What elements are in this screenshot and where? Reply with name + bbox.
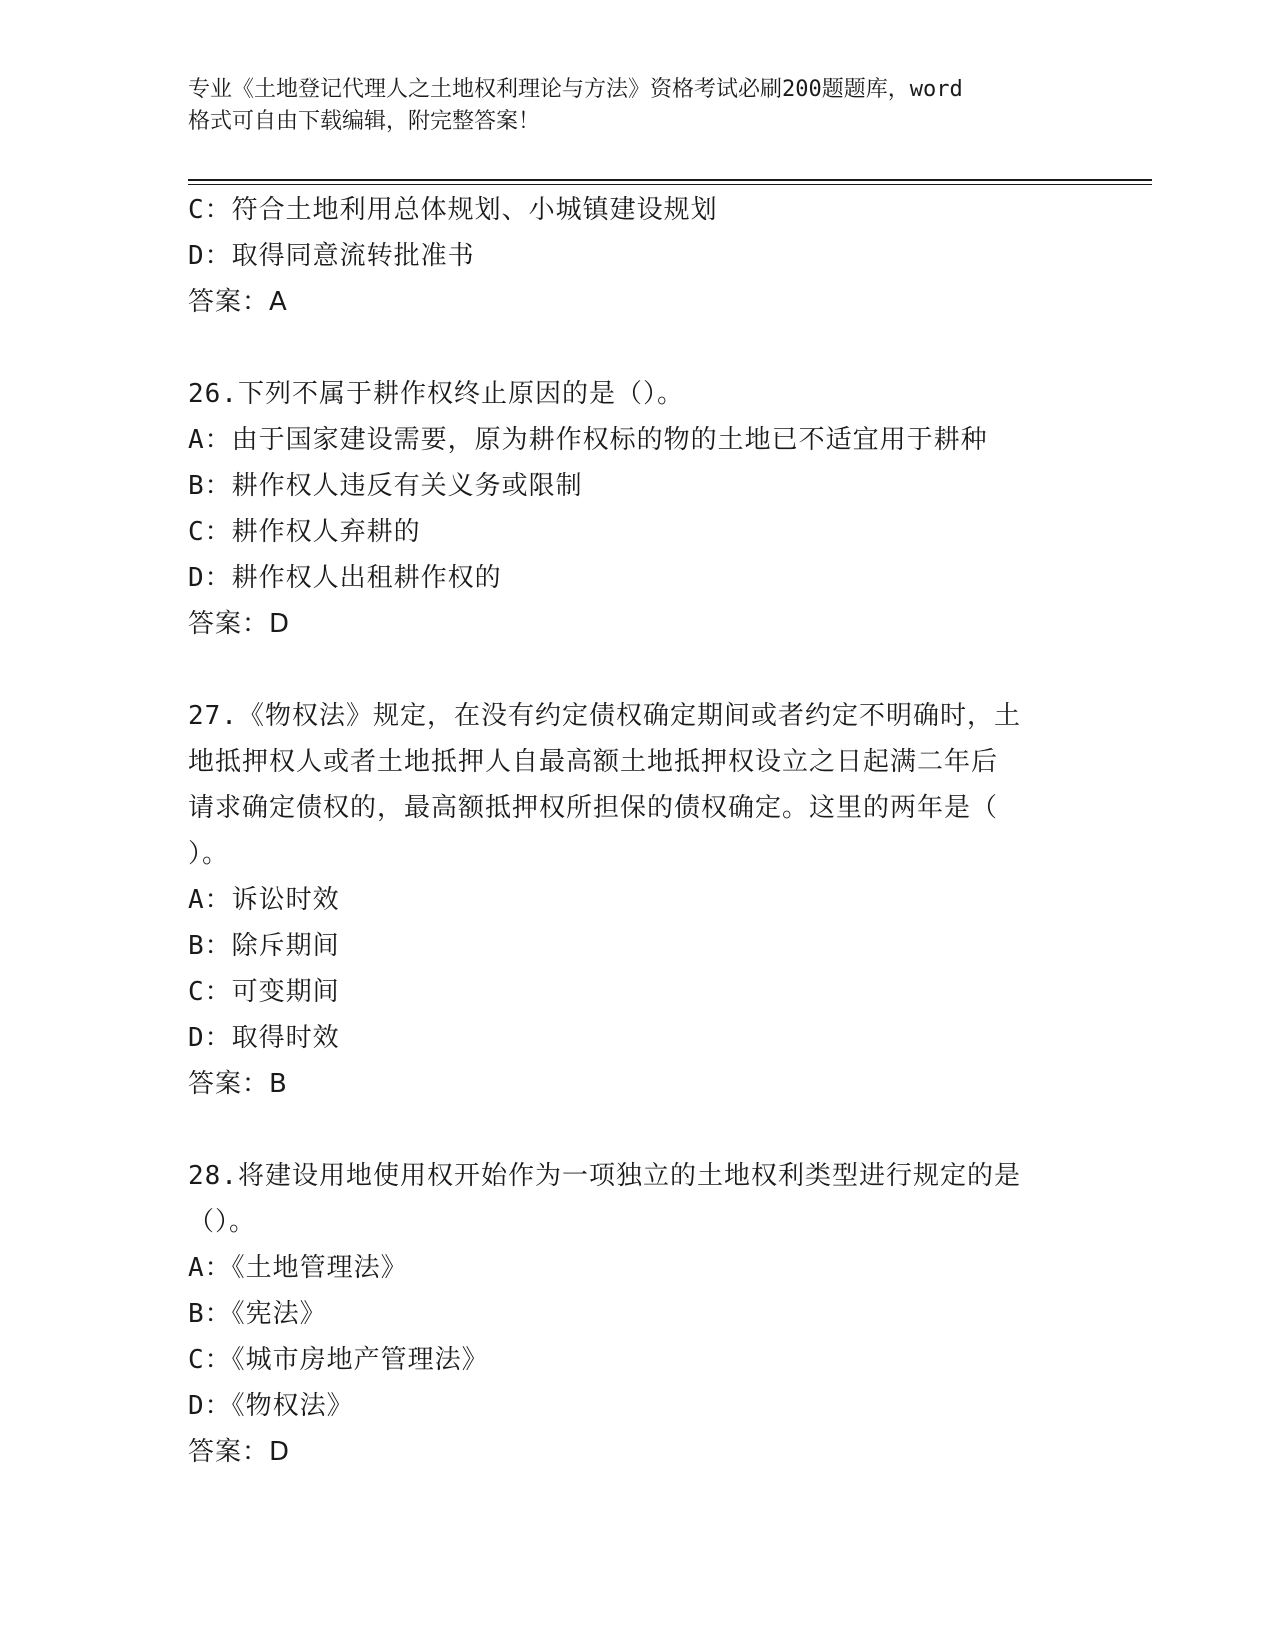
question-27 [188, 693, 1088, 1107]
option-d: D：《物权法》 [188, 1391, 354, 1421]
question-list [188, 187, 1088, 1475]
question-stem-line: 地抵押权人或者土地抵押人自最高额土地抵押权设立之日起满二年后 [188, 747, 999, 777]
header-divider [188, 179, 1152, 181]
option-d: D：耕作权人出租耕作权的 [188, 563, 502, 593]
document-header [188, 74, 1068, 138]
option-a: A：由于国家建设需要，原为耕作权标的物的土地已不适宜用于耕种 [188, 425, 988, 455]
answer-label: 答案：A [188, 287, 288, 317]
header-line-2: 格式可自由下载编辑，附完整答案！ [188, 109, 541, 134]
question-stem: 26.下列不属于耕作权终止原因的是（）。 [188, 379, 684, 409]
question-stem-line: ）。 [188, 839, 230, 869]
header-divider-thin [188, 184, 1152, 185]
spacer [188, 1107, 1088, 1153]
spacer [188, 647, 1088, 693]
answer-label: 答案：D [188, 609, 291, 639]
question-stem-line: 27.《物权法》规定，在没有约定债权确定期间或者约定不明确时，土 [188, 701, 1021, 731]
spacer [188, 325, 1088, 371]
option-a: A：《土地管理法》 [188, 1253, 408, 1283]
option-c: C：《城市房地产管理法》 [188, 1345, 489, 1375]
option-a: A：诉讼时效 [188, 885, 340, 915]
answer-label: 答案：B [188, 1069, 288, 1099]
option-d: D：取得同意流转批准书 [188, 241, 475, 271]
option-b: B：《宪法》 [188, 1299, 327, 1329]
answer-label: 答案：D [188, 1437, 291, 1467]
option-c: C：可变期间 [188, 977, 340, 1007]
question-stem-line: 请求确定债权的，最高额抵押权所担保的债权确定。这里的两年是（ [188, 793, 999, 823]
question-stem-line: 28.将建设用地使用权开始作为一项独立的土地权利类型进行规定的是 [188, 1161, 1021, 1191]
option-d: D：取得时效 [188, 1023, 340, 1053]
option-b: B：除斥期间 [188, 931, 340, 961]
question-25-tail [188, 187, 1088, 325]
question-26 [188, 371, 1088, 647]
question-28 [188, 1153, 1088, 1475]
header-line-1: 专业《土地登记代理人之土地权利理论与方法》资格考试必刷200题题库，word [188, 77, 963, 102]
question-stem-line: （）。 [188, 1207, 257, 1237]
option-c: C：符合土地利用总体规划、小城镇建设规划 [188, 195, 718, 225]
option-c: C：耕作权人弃耕的 [188, 517, 421, 547]
option-b: B：耕作权人违反有关义务或限制 [188, 471, 583, 501]
